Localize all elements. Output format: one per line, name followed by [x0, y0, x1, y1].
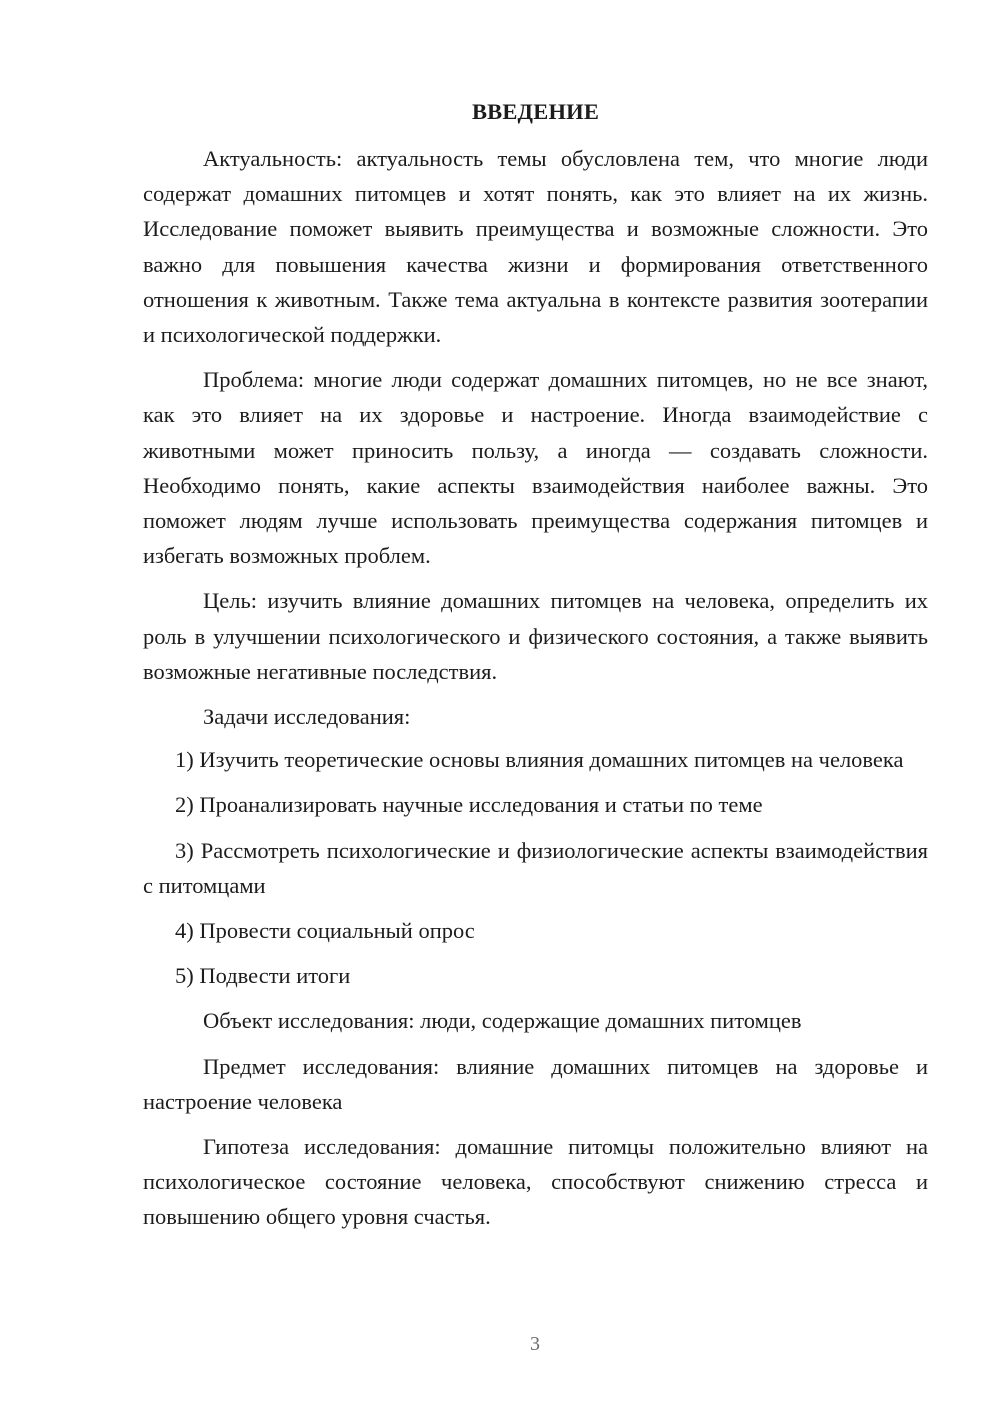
- task-item-5: 5) Подвести итоги: [175, 963, 351, 989]
- relevance-paragraph: Актуальность: актуальность темы обусловлена тем, что многие люди содержат домашних питомцев и хотят понять, как это влияет на их жизнь. Исследование поможет выявить преимущества и возможные сложности. Это важно для повышения качества жизни и формирования ответственного отношения к животным. Также тема актуальна в контексте развития зоотерапии и психологической поддержки.: [143, 146, 928, 348]
- task-item-2: 2) Проанализировать научные исследования и статьи по теме: [175, 792, 763, 818]
- problem-paragraph: Проблема: многие люди содержат домашних питомцев, но не все знают, как это влияет на их здоровье и настроение. Иногда взаимодействие с животными может приносить пользу, а иногда — создавать сложности. Необходимо понять, какие аспекты взаимодействия наиболее важны. Это поможет людям лучше использовать преимущества содержания питомцев и избегать возможных проблем.: [143, 367, 928, 569]
- tasks-heading: Задачи исследования:: [203, 704, 411, 730]
- page-number: 3: [530, 1333, 540, 1355]
- section-title: ВВЕДЕНИЕ: [471, 99, 600, 124]
- document-body: [143, 94, 928, 1245]
- task-item-4: 4) Провести социальный опрос: [175, 918, 475, 944]
- task-item-3: 3) Рассмотреть психологические и физиологические аспекты взаимодействия с питомцами: [143, 837, 928, 898]
- task-item-1: 1) Изучить теоретические основы влияния домашних питомцев на человека: [175, 747, 904, 773]
- hypothesis-paragraph: Гипотеза исследования: домашние питомцы положительно влияют на психологическое состояние человека, способствуют снижению стресса и повышению общего уровня счастья.: [143, 1134, 928, 1230]
- subject-paragraph: Предмет исследования: влияние домашних питомцев на здоровье и настроение человека: [143, 1053, 928, 1114]
- goal-paragraph: Цель: изучить влияние домашних питомцев на человека, определить их роль в улучшении психологического и физического состояния, а также выявить возможные негативные последствия.: [143, 588, 928, 684]
- object-paragraph: Объект исследования: люди, содержащие домашних питомцев: [203, 1008, 802, 1034]
